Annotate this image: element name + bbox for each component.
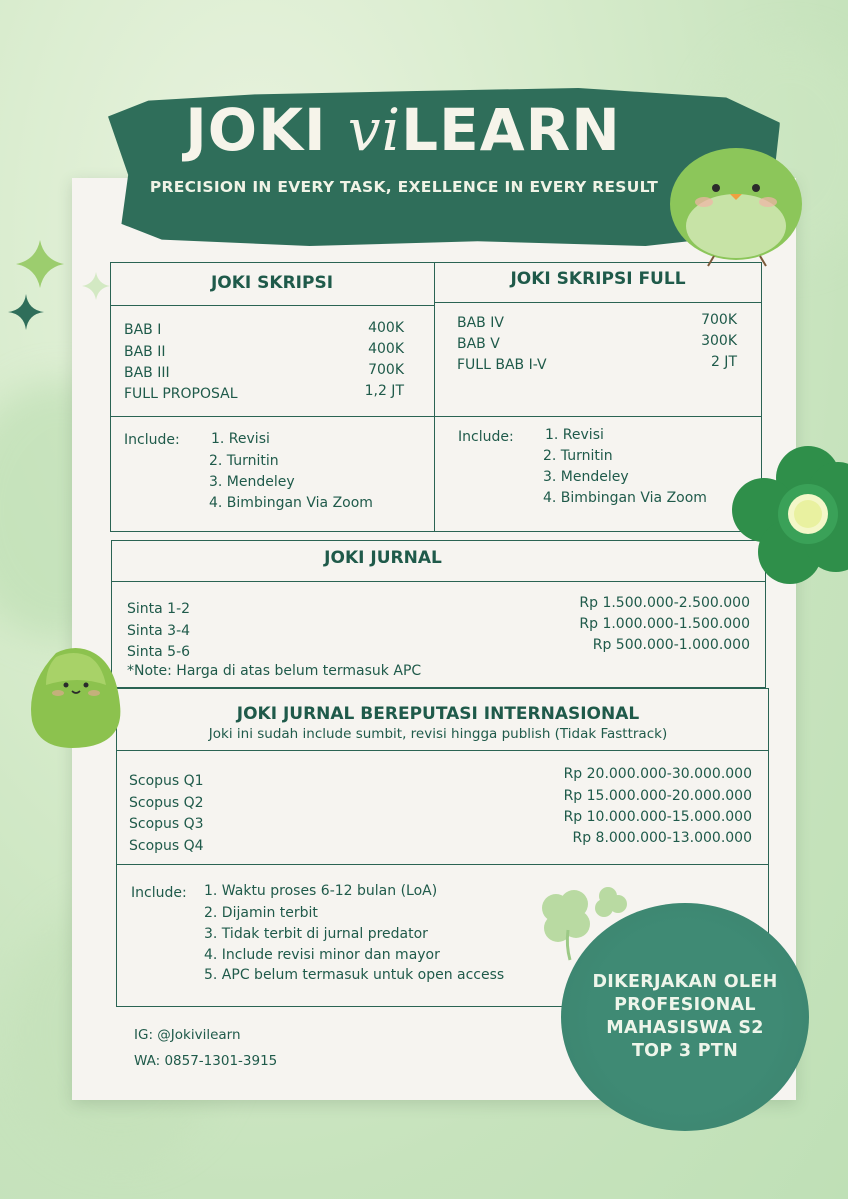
skripsi-full-item-label: FULL BAB I-V <box>457 357 547 373</box>
skripsi-full-item-label: BAB V <box>457 336 500 352</box>
skripsi-full-heading: JOKI SKRIPSI FULL <box>510 269 686 289</box>
internasional-include-item: 4. Include revisi minor dan mayor <box>204 947 440 963</box>
table-divider <box>116 750 769 751</box>
skripsi-include-item: 2. Turnitin <box>209 453 279 469</box>
scopus-item-label: Scopus Q1 <box>129 773 204 789</box>
brand-tagline: PRECISION IN EVERY TASK, EXELLENCE IN EVERY RESULT <box>149 178 659 196</box>
table-divider <box>110 416 762 417</box>
sparkle-stars-icon <box>0 232 120 352</box>
skripsi-full-item-label: BAB IV <box>457 315 504 331</box>
scopus-item-price: Rp 20.000.000-30.000.000 <box>563 766 752 782</box>
skripsi-item-price: 400K <box>368 320 404 336</box>
skripsi-full-include-item: 1. Revisi <box>545 427 604 443</box>
jurnal-item-label: Sinta 5-6 <box>127 644 191 660</box>
internasional-include-item: 5. APC belum termasuk untuk open access <box>204 967 505 983</box>
jurnal-heading: JOKI JURNAL <box>324 548 442 568</box>
skripsi-full-include-item: 3. Mendeley <box>543 469 629 485</box>
table-divider <box>110 305 434 306</box>
skripsi-item-price: 400K <box>368 341 404 357</box>
skripsi-item-label: FULL PROPOSAL <box>124 386 238 402</box>
skripsi-item-price: 1,2 JT <box>364 383 404 399</box>
skripsi-full-item-price: 700K <box>701 312 737 328</box>
skripsi-full-include-label: Include: <box>458 429 514 445</box>
scopus-item-price: Rp 8.000.000-13.000.000 <box>572 830 752 846</box>
skripsi-include-item: 1. Revisi <box>211 431 270 447</box>
skripsi-include-item: 4. Bimbingan Via Zoom <box>209 495 373 511</box>
skripsi-full-include-item: 2. Turnitin <box>543 448 613 464</box>
jurnal-note: *Note: Harga di atas belum termasuk APC <box>127 663 422 679</box>
table-divider <box>434 302 762 303</box>
skripsi-include-item: 3. Mendeley <box>209 474 295 490</box>
jurnal-item-price: Rp 500.000-1.000.000 <box>592 637 750 653</box>
internasional-include-item: 2. Dijamin terbit <box>204 905 318 921</box>
jurnal-item-price: Rp 1.500.000-2.500.000 <box>579 595 750 611</box>
badge-line: PROFESIONAL <box>614 995 756 1015</box>
skripsi-heading: JOKI SKRIPSI <box>210 273 334 293</box>
internasional-heading: JOKI JURNAL BEREPUTASI INTERNASIONAL <box>236 704 640 724</box>
green-bird-mascot-icon <box>664 136 810 268</box>
brand-title: JOKI viLEARN <box>185 96 621 164</box>
contact-instagram: IG: @Jokivilearn <box>134 1027 241 1043</box>
skripsi-item-label: BAB III <box>124 365 170 381</box>
scopus-item-label: Scopus Q2 <box>129 795 204 811</box>
skripsi-full-item-price: 300K <box>701 333 737 349</box>
skripsi-include-label: Include: <box>124 432 180 448</box>
skripsi-item-label: BAB II <box>124 344 166 360</box>
skripsi-full-item-price: 2 JT <box>710 354 737 370</box>
skripsi-full-include-item: 4. Bimbingan Via Zoom <box>543 490 707 506</box>
internasional-include-item: 1. Waktu proses 6-12 bulan (LoA) <box>204 883 438 899</box>
skripsi-item-label: BAB I <box>124 322 162 338</box>
badge-line: MAHASISWA S2 <box>606 1018 764 1038</box>
badge-line: TOP 3 PTN <box>631 1041 739 1061</box>
internasional-include-label: Include: <box>131 885 187 901</box>
skripsi-item-price: 700K <box>368 362 404 378</box>
jurnal-item-label: Sinta 3-4 <box>127 623 191 639</box>
scopus-item-label: Scopus Q4 <box>129 838 204 854</box>
internasional-include-item: 3. Tidak terbit di jurnal predator <box>204 926 428 942</box>
scopus-item-price: Rp 15.000.000-20.000.000 <box>563 788 752 804</box>
scopus-item-label: Scopus Q3 <box>129 816 204 832</box>
green-blob-mascot-icon <box>26 645 126 751</box>
scopus-item-price: Rp 10.000.000-15.000.000 <box>563 809 752 825</box>
jurnal-item-price: Rp 1.000.000-1.500.000 <box>579 616 750 632</box>
jurnal-item-label: Sinta 1-2 <box>127 601 191 617</box>
table-divider <box>111 581 766 582</box>
green-flower-icon <box>730 440 848 590</box>
contact-whatsapp: WA: 0857-1301-3915 <box>134 1053 278 1069</box>
clover-leaf-icon <box>536 884 632 968</box>
internasional-subheading: Joki ini sudah include sumbit, revisi hingga publish (Tidak Fasttrack) <box>208 726 668 742</box>
badge-line: DIKERJAKAN OLEH <box>592 972 778 992</box>
